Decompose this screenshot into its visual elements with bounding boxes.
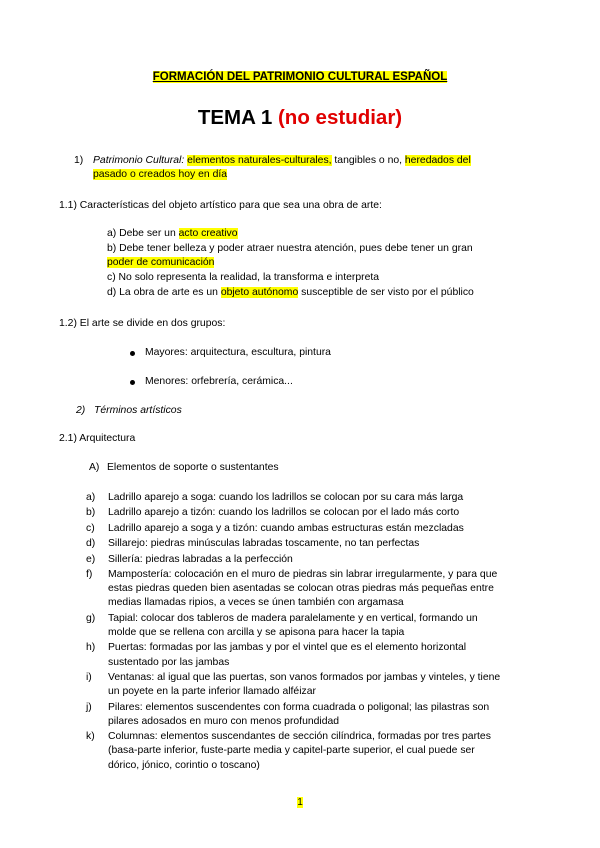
term-line: dórico, jónico, corintio o toscano) <box>108 759 260 771</box>
item-b-line-2 <box>107 257 214 268</box>
term-item <box>86 522 464 536</box>
section-1-term: Patrimonio Cultural: <box>93 155 185 166</box>
bullet-mayores: Mayores: arquitectura, escultura, pintura <box>145 347 331 358</box>
term-line: medias llamadas ripios, a veces se únen también con argamasa <box>108 597 404 609</box>
document-title-text: FORMACIÓN DEL PATRIMONIO CULTURAL ESPAÑOL <box>152 71 448 83</box>
section-1-number: 1) <box>74 155 84 166</box>
page-number-text: 1 <box>297 797 303 808</box>
term-marker: e) <box>86 553 96 565</box>
term-marker: h) <box>86 642 96 654</box>
section-1-mid: tangibles o no, <box>334 155 403 166</box>
term-line: (basa-parte inferior, fuste-parte media y capitel-parte superior, el cual puede ser <box>108 745 475 757</box>
term-marker: f) <box>86 569 93 580</box>
term-marker: d) <box>86 538 96 550</box>
term-marker: j) <box>86 701 92 713</box>
term-line: Sillarejo: piedras minúsculas labradas toscamente, no tan perfectas <box>108 538 420 550</box>
term-marker: a) <box>86 492 96 503</box>
item-a: a) Debe ser un acto creativo <box>107 228 238 239</box>
term-line: Columnas: elementos suscendantes de sección cilíndrica, formadas por tres partes <box>108 731 491 743</box>
term-marker: k) <box>86 731 95 743</box>
item-d: d) La obra de arte es un objeto autónomo susceptible de ser visto por el público <box>107 287 474 298</box>
term-line: Ventanas: al igual que las puertas, son vanos formados por jambas y vinteles, y tiene <box>108 672 501 683</box>
term-line: Ladrillo aparejo a soga: cuando los ladrillos se colocan por su cara más larga <box>108 492 464 503</box>
section-1-line-2 <box>93 169 227 180</box>
term-item <box>86 701 490 729</box>
item-c: c) No solo representa la realidad, la transforma e interpreta <box>107 272 380 283</box>
term-line: Mampostería: colocación en el muro de piedras sin labrar irregularmente, y para que <box>108 569 498 580</box>
term-item <box>86 641 467 669</box>
term-line: Puertas: formadas por las jambas y por el vintel que es el elemento horizontal <box>108 642 467 654</box>
term-item <box>86 730 491 773</box>
tema-heading <box>0 106 600 130</box>
term-line: Pilares: elementos suscendentes con forma cuadrada o poligonal; las pilastras son <box>108 701 490 713</box>
subsection-a-title: Elementos de soporte o sustentantes <box>107 462 279 473</box>
term-item <box>86 491 464 505</box>
section-1-2-heading: 1.2) El arte se divide en dos grupos: <box>59 318 226 329</box>
term-marker: g) <box>86 612 96 624</box>
tema-note: (no estudiar) <box>277 106 403 129</box>
term-marker: c) <box>86 522 95 534</box>
highlight-acto-creativo: acto creativo <box>178 228 238 239</box>
term-marker: i) <box>86 672 92 683</box>
highlight-poder-comunicacion: poder de comunicación <box>107 257 215 268</box>
highlight-pasado: pasado o creados hoy en día <box>93 169 228 180</box>
term-line: sustentado por las jambas <box>108 656 230 668</box>
document-title <box>0 71 600 83</box>
section-2-title: Términos artísticos <box>94 405 182 416</box>
term-line: estas piedras queden bien asentadas se colocan otras piedras más pequeñas entre <box>108 583 494 595</box>
term-item <box>86 553 293 567</box>
section-2-1-heading: 2.1) Arquitectura <box>59 433 136 444</box>
highlight-objeto-autonomo: objeto autónomo <box>220 287 299 298</box>
term-item <box>86 671 501 699</box>
item-b-line-1: b) Debe tener belleza y poder atraer nuestra atención, pues debe tener un gran <box>107 243 473 254</box>
highlight-natural-cultural: elementos naturales-culturales, <box>187 155 332 166</box>
term-item <box>86 537 420 551</box>
subsection-a-marker: A) <box>89 462 100 473</box>
highlight-heredados: heredados del <box>404 155 471 166</box>
term-line: Tapial: colocar dos tableros de madera paralelamente y en vertical, formando un <box>108 612 478 624</box>
bullet-menores: Menores: orfebrería, cerámica... <box>145 376 293 387</box>
term-item <box>86 568 498 611</box>
term-item <box>86 612 478 640</box>
term-line: Sillería: piedras labradas a la perfección <box>108 553 293 565</box>
section-2-number: 2) <box>76 405 86 416</box>
term-marker: b) <box>86 507 96 519</box>
section-1-line-1 <box>93 155 471 166</box>
term-item <box>86 506 460 520</box>
page-number <box>0 797 600 808</box>
bullet-icon <box>130 380 135 385</box>
tema-label: TEMA 1 <box>197 106 273 129</box>
term-line: Ladrillo aparejo a soga y a tizón: cuando ambas estructuras están mezcladas <box>108 522 464 534</box>
bullet-icon <box>130 351 135 356</box>
term-line: un poyete en la parte inferior llamado alféizar <box>108 686 316 698</box>
term-line: pilares adosados en muro con menos profundidad <box>108 715 340 727</box>
term-line: molde que se rellena con arcilla y se apisona para hacer la tapia <box>108 627 405 638</box>
term-line: Ladrillo aparejo a tizón: cuando los ladrillos se colocan por el lado más corto <box>108 507 460 519</box>
section-1-1-heading: 1.1) Características del objeto artístico para que sea una obra de arte: <box>59 200 382 211</box>
